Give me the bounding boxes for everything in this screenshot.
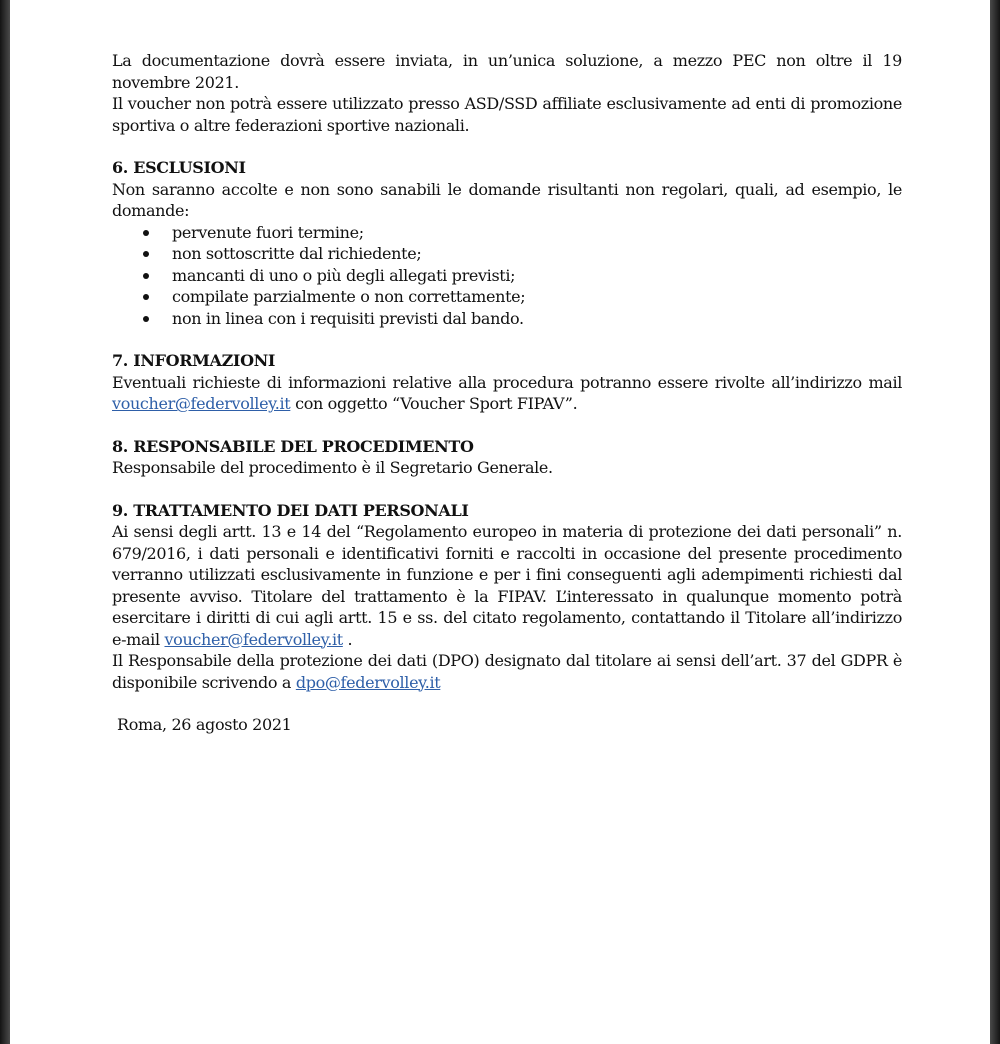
document-page (112, 50, 902, 736)
bullet-icon (143, 273, 149, 279)
section-9-text: Ai sensi degli artt. 13 e 14 del “Regolamento europeo in materia di protezione dei dati personali” n. 679/2016, i dati personali e identificativi forniti e raccolti in occasione del presente procedimento verranno utilizzati esclusivamente in funzione e per i fini conseguenti agli adempimenti richiesti dal presente avviso. Titolare del trattamento è la FIPAV. L’interessato in qualunque momento potrà esercitare i diritti di cui agli artt. 15 e ss. del citato regolamento, contattando il Titolare all’indirizzo e-mail voucher@federvolley.it . (112, 522, 902, 649)
bullet-icon (143, 294, 149, 300)
section-6-text: Non saranno accolte e non sono sanabili le domande risultanti non regolari, quali, ad esempio, le domande: (112, 179, 902, 220)
list-item: non sottoscritte dal richiedente; (112, 243, 902, 265)
document-date: Roma, 26 agosto 2021 (117, 715, 292, 734)
list-item: pervenute fuori termine; (112, 222, 902, 244)
voucher-email-link[interactable]: voucher@federvolley.it (164, 629, 343, 649)
list-item: non in linea con i requisiti previsti dal bando. (112, 308, 902, 330)
bullet-icon (143, 251, 149, 257)
section-8-title: 8. RESPONSABILE DEL PROCEDIMENTO (112, 436, 474, 456)
voucher-email-link[interactable]: voucher@federvolley.it (112, 394, 291, 413)
section-6-title: 6. ESCLUSIONI (112, 158, 246, 177)
left-page-edge (0, 0, 10, 1044)
intro-paragraph-1: La documentazione dovrà essere inviata, in un’unica soluzione, a mezzo PEC non oltre il 19 novembre 2021. (112, 51, 902, 92)
section-7-text: Eventuali richieste di informazioni relative alla procedura potranno essere rivolte all’indirizzo mail voucher@federvolley.it con oggetto “Voucher Sport FIPAV”. (112, 372, 902, 413)
bullet-icon (143, 230, 149, 236)
exclusions-list (112, 222, 902, 330)
section-9-title: 9. TRATTAMENTO DEI DATI PERSONALI (112, 500, 469, 520)
dpo-text: Il Responsabile della protezione dei dati (DPO) designato dal titolare ai sensi dell’art. 37 del GDPR è disponibile scrivendo a dpo@federvolley.it (112, 651, 902, 692)
list-item: mancanti di uno o più degli allegati previsti; (112, 265, 902, 287)
dpo-email-link[interactable]: dpo@federvolley.it (295, 672, 441, 692)
list-item: compilate parzialmente o non correttamente; (112, 286, 902, 308)
right-page-edge (990, 0, 1000, 1044)
section-8-text: Responsabile del procedimento è il Segretario Generale. (112, 458, 553, 477)
section-7-title: 7. INFORMAZIONI (112, 351, 276, 370)
bullet-icon (143, 316, 149, 322)
intro-paragraph-2: Il voucher non potrà essere utilizzato presso ASD/SSD affiliate esclusivamente ad enti di promozione sportiva o altre federazioni sportive nazionali. (112, 94, 902, 135)
